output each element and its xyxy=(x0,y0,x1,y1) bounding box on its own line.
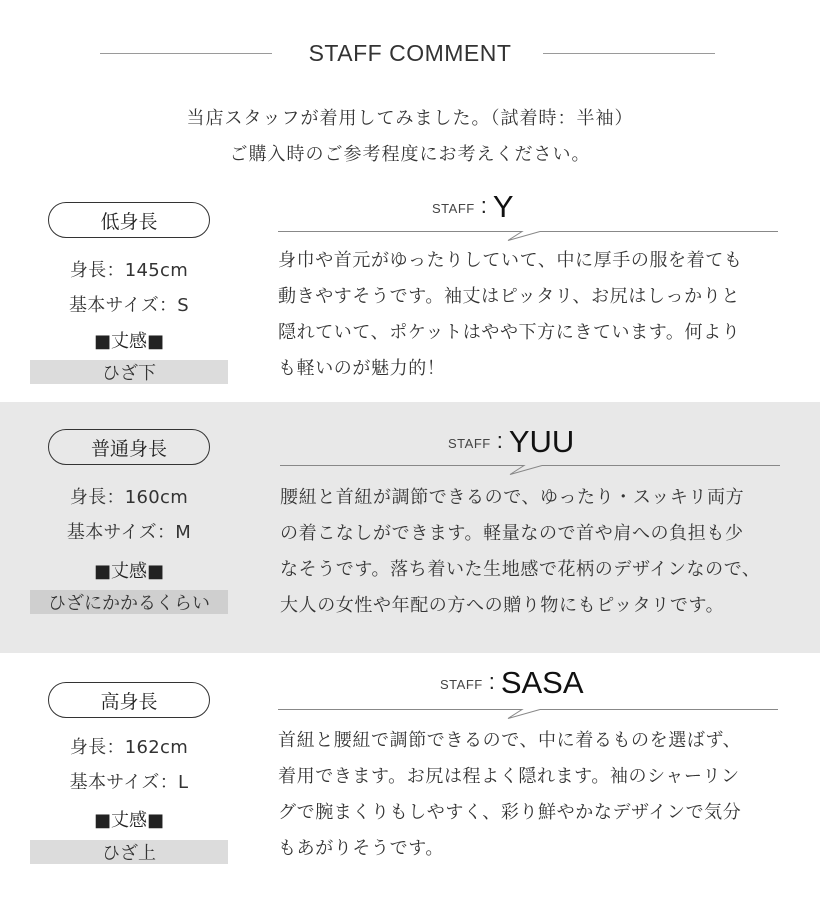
fit-value-badge: ひざ下 xyxy=(30,360,228,384)
staff-section-y xyxy=(0,189,820,402)
staff-label: STAFF xyxy=(448,436,491,451)
fit-label: ■丈感■ xyxy=(93,810,164,831)
staff-section-sasa xyxy=(0,653,820,900)
comment-line: の着こなしができます。軽量なので首や肩への負担も少 xyxy=(280,523,744,544)
height-stat: 身長：160cm xyxy=(69,487,189,508)
staff-name-heading xyxy=(440,667,584,698)
fit-label: ■丈感■ xyxy=(93,561,164,582)
staff-comment-header xyxy=(0,0,820,195)
comment-line: 首紐と腰紐で調節できるので、中に着るものを選ばず、 xyxy=(278,730,742,751)
staff-label: STAFF xyxy=(432,201,475,216)
staff-name: Y xyxy=(492,189,514,224)
comment-line: 動きやすそうです。袖丈はピッタリ、お尻はしっかりと xyxy=(278,286,740,307)
height-stat: 身長：145cm xyxy=(69,260,189,281)
staff-comment xyxy=(278,243,808,387)
speech-divider xyxy=(280,455,780,475)
staff-colon: : xyxy=(496,428,503,453)
size-stat: 基本サイズ：S xyxy=(68,295,190,316)
height-stat: 身長：162cm xyxy=(69,737,189,758)
size-stat: 基本サイズ：M xyxy=(66,522,192,543)
comment-line: も軽いのが魅力的！ xyxy=(278,358,446,379)
category-pill: 低身長 xyxy=(48,202,210,238)
staff-name: YUU xyxy=(508,424,575,459)
fit-value-badge: ひざ上 xyxy=(30,840,228,864)
comment-line: 隠れていて、ポケットはやや下方にきています。何より xyxy=(278,322,741,343)
comment-line: 身巾や首元がゆったりしていて、中に厚手の服を着ても xyxy=(278,250,743,271)
staff-colon: : xyxy=(488,669,495,694)
fit-label: ■丈感■ xyxy=(93,331,164,352)
speech-divider xyxy=(278,699,778,719)
staff-section-yuu xyxy=(0,402,820,653)
size-stat: 基本サイズ：L xyxy=(69,772,189,793)
fit-value-badge: ひざにかかるくらい xyxy=(30,590,228,614)
comment-line: 腰紐と首紐が調節できるので、ゆったり・スッキリ両方 xyxy=(280,487,745,508)
comment-line: なそうです。落ち着いた生地感で花柄のデザインなので、 xyxy=(280,559,761,580)
section-title: STAFF COMMENT xyxy=(308,40,512,66)
staff-label: STAFF xyxy=(440,677,483,692)
staff-name: SASA xyxy=(500,665,584,700)
comment-line: 大人の女性や年配の方への贈り物にもピッタリです。 xyxy=(280,595,725,616)
category-pill: 普通身長 xyxy=(48,429,210,465)
comment-line: グで腕まくりもしやすく、彩り鮮やかなデザインで気分 xyxy=(278,802,742,823)
staff-comment xyxy=(280,480,810,624)
intro-text-line-2: ご購入時のご参考程度にお考えください。 xyxy=(229,144,591,165)
category-pill: 高身長 xyxy=(48,682,210,718)
comment-line: もあがりそうです。 xyxy=(278,838,444,859)
staff-name-heading xyxy=(432,191,514,222)
intro-text-line-1: 当店スタッフが着用してみました。（試着時：半袖） xyxy=(186,108,634,129)
speech-divider xyxy=(278,221,778,241)
header-divider-right xyxy=(543,53,715,54)
staff-comment xyxy=(278,723,808,867)
staff-name-heading xyxy=(448,426,574,457)
comment-line: 着用できます。お尻は程よく隠れます。袖のシャーリン xyxy=(278,766,740,787)
staff-colon: : xyxy=(480,193,487,218)
